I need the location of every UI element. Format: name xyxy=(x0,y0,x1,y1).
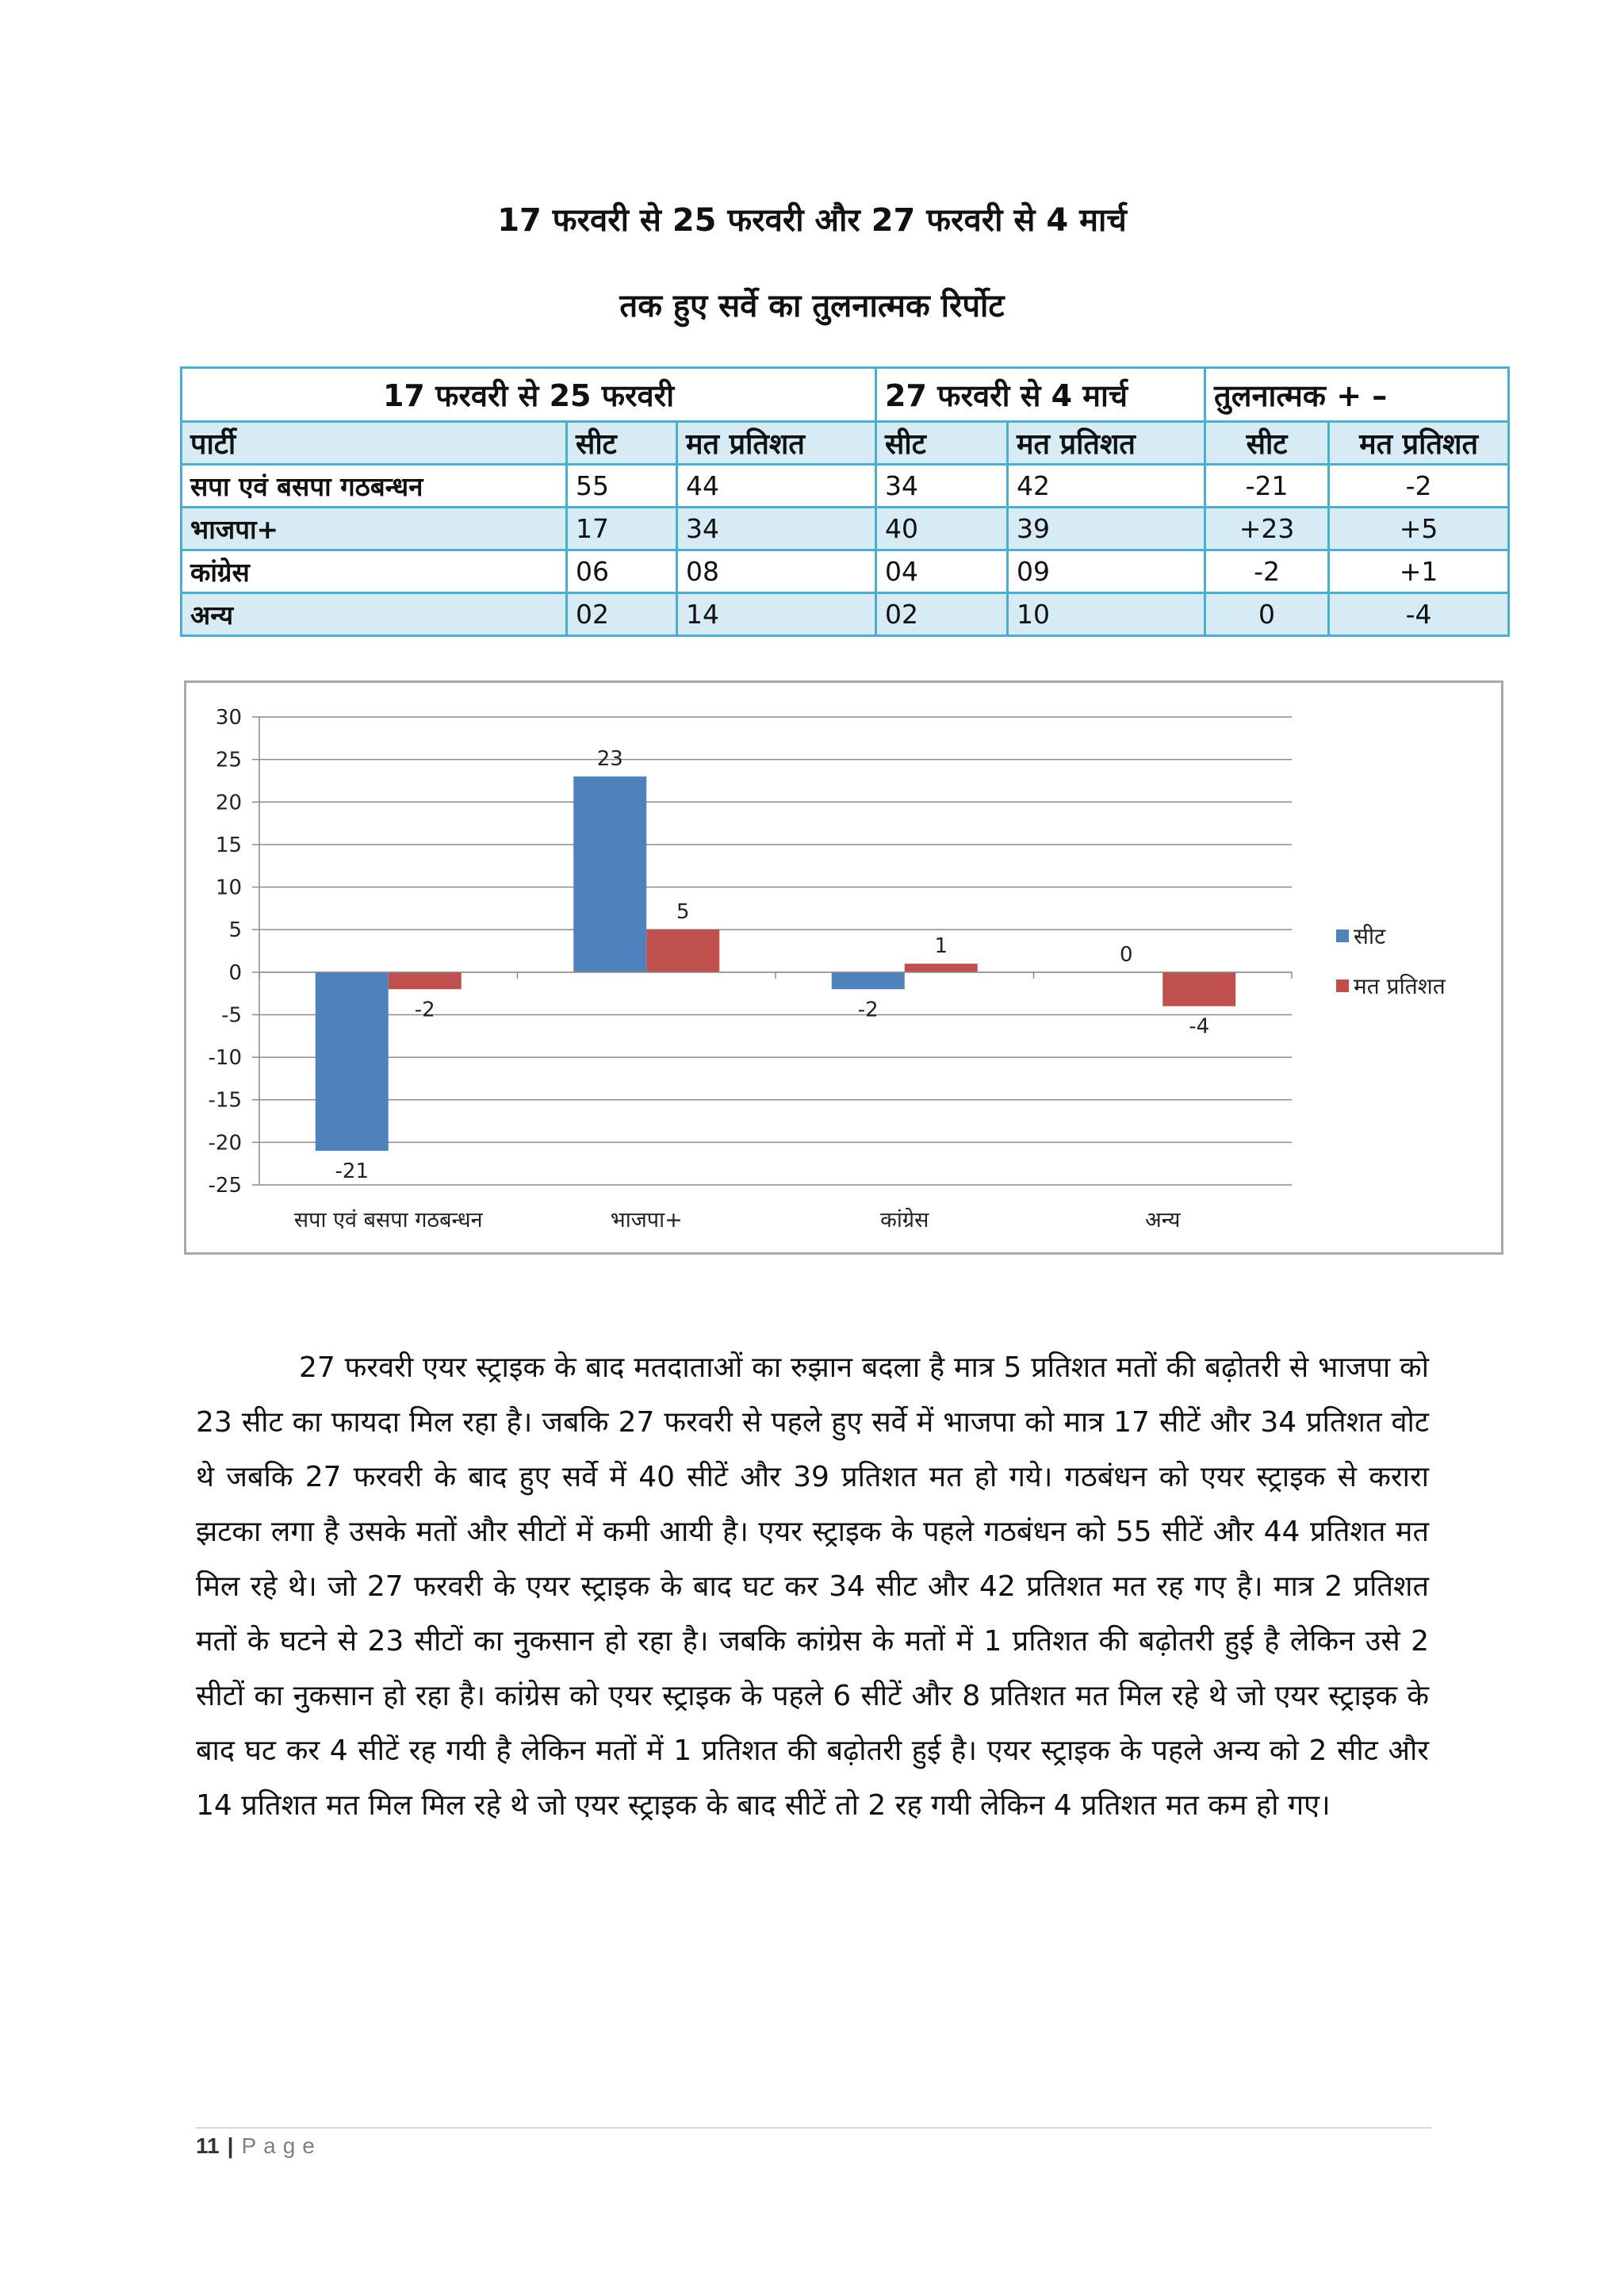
table-group-header-row xyxy=(182,368,1509,422)
x-category-label: कांग्रेस xyxy=(880,1208,929,1232)
footer-separator: | xyxy=(227,2133,234,2158)
y-tick-label: 5 xyxy=(228,918,242,943)
table-cell: -2 xyxy=(1329,465,1509,508)
table-cell: 06 xyxy=(567,550,677,593)
body-paragraph: 27 फरवरी एयर स्ट्राइक के बाद मतदाताओं का रुझान बदला है मात्र 5 प्रतिशत मतों की बढ़ोतरी से भाजपा को 23 सीट का फायदा मिल रहा है। जबकि 27 फरवरी से पहले हुए सर्वे में भाजपा को मात्र 17 सीटें और 34 प्रतिशत वोट थे जबकि 27 फरवरी के बाद हुए सर्वे में 40 सीटें और 39 प्रतिशत मत हो गये। गठबंधन को एयर स्ट्राइक से करारा झटका लगा है उसके मतों और सीटों में कमी आयी है। एयर स्ट्राइक के पहले गठबंधन को 55 सीटें और 44 प्रतिशत मत मिल रहे थे। जो 27 फरवरी के एयर स्ट्राइक के बाद घट कर 34 सीट और 42 प्रतिशत मत रह गए है। मात्र 2 प्रतिशत मतों के घटने से 23 सीटों का नुकसान हो रहा है। जबकि कांग्रेस के मतों में 1 प्रतिशत की बढ़ोतरी हुई है लेकिन उसे 2 सीटों का नुकसान हो रहा है। कांग्रेस को एयर स्ट्राइक के पहले 6 सीटें और 8 प्रतिशत मत मिल रहे थे जो एयर स्ट्राइक के बाद घट कर 4 सीटें रह गयी है लेकिन मतों में 1 प्रतिशत की बढ़ोतरी हुई है। एयर स्ट्राइक के पहले अन्य को 2 सीट और 14 प्रतिशत मत मिल मिल रहे थे जो एयर स्ट्राइक के बाद सीटें तो 2 रह गयी लेकिन 4 प्रतिशत मत कम हो गए। xyxy=(196,1351,1429,1822)
y-tick-label: -10 xyxy=(208,1046,242,1071)
column-header-seats-after: सीट xyxy=(876,422,1008,465)
page-title-line-2: तक हुए सर्वे का तुलनात्मक रिर्पोट xyxy=(619,288,1005,324)
table-cell: 0 xyxy=(1205,593,1329,636)
y-tick-label: 10 xyxy=(215,876,242,900)
y-tick-label: 20 xyxy=(215,791,242,815)
table-cell: 40 xyxy=(876,508,1008,550)
party-cell: कांग्रेस xyxy=(182,550,567,593)
data-label: -21 xyxy=(335,1159,369,1184)
table-row xyxy=(182,593,1509,636)
bar xyxy=(1162,972,1235,1006)
data-label: -2 xyxy=(857,998,879,1022)
column-header-vote-change: मत प्रतिशत xyxy=(1329,422,1509,465)
table-cell: 10 xyxy=(1008,593,1205,636)
table-cell: 55 xyxy=(567,465,677,508)
column-header-party: पार्टी xyxy=(182,422,567,465)
column-header-seats-change: सीट xyxy=(1205,422,1329,465)
table-cell: 42 xyxy=(1008,465,1205,508)
bar xyxy=(905,964,978,972)
y-tick-label: -5 xyxy=(221,1003,242,1028)
table-cell: +1 xyxy=(1329,550,1509,593)
legend-label: मत प्रतिशत xyxy=(1354,973,1446,999)
group-header-before: 17 फरवरी से 25 फरवरी xyxy=(182,368,876,422)
table-cell: 34 xyxy=(677,508,876,550)
table-cell: 08 xyxy=(677,550,876,593)
bar xyxy=(389,972,462,989)
table-cell: 09 xyxy=(1008,550,1205,593)
bar-chart-svg xyxy=(186,683,1501,1252)
group-header-after: 27 फरवरी से 4 मार्च xyxy=(876,368,1205,422)
data-label: 0 xyxy=(1119,942,1133,967)
table-cell: 14 xyxy=(677,593,876,636)
y-tick-label: 0 xyxy=(228,960,242,985)
legend-swatch xyxy=(1336,979,1349,992)
column-header-vote-after: मत प्रतिशत xyxy=(1008,422,1205,465)
x-category-label: भाजपा+ xyxy=(610,1208,683,1232)
bar xyxy=(832,972,905,989)
table-cell: +23 xyxy=(1205,508,1329,550)
party-cell: भाजपा+ xyxy=(182,508,567,550)
bar xyxy=(573,776,646,972)
group-header-comparison: तुलनात्मक + – xyxy=(1205,368,1509,422)
table-cell: -2 xyxy=(1205,550,1329,593)
table-cell: 02 xyxy=(567,593,677,636)
column-header-seats-before: सीट xyxy=(567,422,677,465)
table-row xyxy=(182,550,1509,593)
y-tick-label: -15 xyxy=(208,1088,242,1113)
x-category-label: अन्य xyxy=(1145,1208,1181,1232)
column-header-vote-before: मत प्रतिशत xyxy=(677,422,876,465)
y-tick-label: 30 xyxy=(215,706,242,730)
bar xyxy=(646,930,719,972)
data-label: -4 xyxy=(1189,1014,1210,1039)
table-cell: 04 xyxy=(876,550,1008,593)
footer-divider xyxy=(196,2127,1431,2129)
table-row xyxy=(182,465,1509,508)
table-cell: 44 xyxy=(677,465,876,508)
page-word: Page xyxy=(241,2133,322,2158)
x-category-label: सपा एवं बसपा गठबन्धन xyxy=(293,1208,483,1232)
page-number: 11 xyxy=(196,2133,220,2158)
page-title-line-1: 17 फरवरी से 25 फरवरी और 27 फरवरी से 4 मार्च xyxy=(497,202,1127,239)
table-cell: -4 xyxy=(1329,593,1509,636)
data-label: 23 xyxy=(596,747,623,772)
y-tick-label: 15 xyxy=(215,833,242,857)
y-tick-label: -20 xyxy=(208,1131,242,1156)
data-label: -2 xyxy=(414,998,435,1022)
table-cell: +5 xyxy=(1329,508,1509,550)
y-tick-label: -25 xyxy=(208,1174,242,1198)
bar-chart xyxy=(184,680,1503,1255)
party-cell: अन्य xyxy=(182,593,567,636)
legend-swatch xyxy=(1336,930,1349,942)
data-label: 5 xyxy=(676,900,690,925)
bar xyxy=(316,972,389,1151)
party-cell: सपा एवं बसपा गठबन्धन xyxy=(182,465,567,508)
table-cell: 39 xyxy=(1008,508,1205,550)
table-cell: 17 xyxy=(567,508,677,550)
table-column-header-row xyxy=(182,422,1509,465)
y-tick-label: 25 xyxy=(215,748,242,772)
table-cell: 02 xyxy=(876,593,1008,636)
table-cell: -21 xyxy=(1205,465,1329,508)
data-label: 1 xyxy=(934,934,948,959)
table-row xyxy=(182,508,1509,550)
table-cell: 34 xyxy=(876,465,1008,508)
comparison-table xyxy=(180,366,1510,637)
legend-label: सीट xyxy=(1354,923,1386,949)
page-footer xyxy=(196,2133,322,2159)
